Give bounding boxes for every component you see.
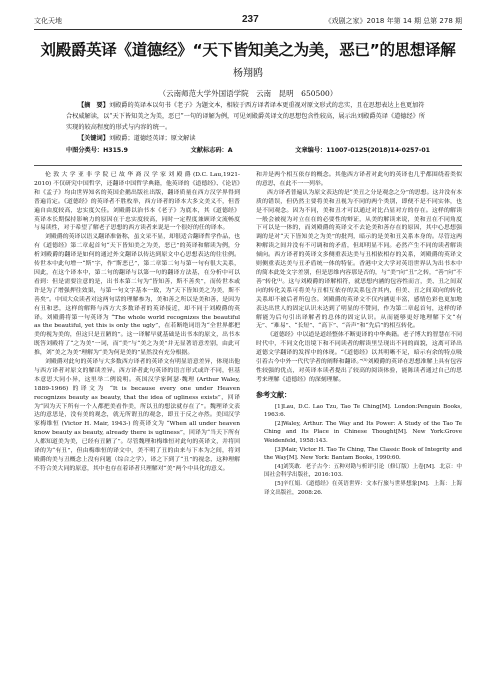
keywords-text: 刘殿爵；道德经英译；原文解读	[108, 135, 196, 142]
reference-item: [5]辛红娟．《道德经》在英语世界：文本行旅与世界想象[M]．上海：上海译文出版社，2008:26.	[264, 481, 462, 496]
body-paragraph: 和并是两个相互依存的概念。其他西方译者对此句的英译也几乎都围绕着类似的意思，在此不一一列举。	[256, 172, 462, 187]
page-number: 237	[242, 14, 259, 25]
classification-row	[66, 145, 430, 156]
reference-item: [2]Waley, Arthur. The Way and Its Power: A Study of the Tao Te Ching and Its Place in Chinese Thought[M]. New York:Grove Weidenfeld, 1958:143.	[264, 420, 462, 445]
abstract-text: 刘殿爵的英译本以句书《老子》为题文本，相较于西方译者译本更重视对原文形式的忠实，且在思想表达上也更加符合权威解读，以“天下皆知美之为美，恶已”一句的译解为例，可见刘殿爵英译文的思想包含性较高，展示出刘殿爵英译《道德经》所实现的较高程度的形式与内容的统一。	[66, 102, 426, 131]
body-paragraph: 西方译者普遍认为原文表达的是“美丑之分是观念之分”的思想。这并没有本质的错误，但仍然主要将美和丑视为不同的两个类别，即便不是不同实体，也是不同观念。因为不同，美和丑才可以通过对比凸显对方的存在。这样的解读一般会被视为对立在在的必要性的辩证，从美的解读来说，美和丑在不同角度下可以是一体的，而刘殿爵的英译文不去论美和善存在的原因，其中心思想强调的是对“天下皆知美之为美”的批判，暗示的是美和丑关系本身的。尽管这两种解读之间并没有不可调和的矛盾，但却明显不同。必然产生不同的读者解读倾向。西方译者的英译文多侧重表达美与丑相依相存的关系，刘殿爵的英译文则侧重表达美与丑矛盾统一体的特征。香港中文大学对英语世界认为出书本中的简本此处文字差别，但是思维内容那是否的，与“美”向“丑”之转，“善”向“不善”转化⁽¹⁾。这与刘殿爵的译解相符，就思想内涵的包容性而言，美、丑之间双向的转化关系可将美与丑相互依存的关系包含其内，但美、丑之间双向的转化关系却不被后者所包含。刘殿爵的英译文不仅内涵更丰富，感情色彩也更加地表达出世人的固定认识未达到了明显的不赞同，作为第二章起首句，这样的译解能为后句引出译解者的总体的固定认识。从而能够更好地理解下文“有无”、“难易”、“长短”、“高下”、“音声”和“先后”的相互转化。	[256, 189, 462, 330]
article-title: 刘殿爵英译《道德经》“天下皆知美之为美，恶已”的思想译解	[40, 41, 456, 59]
body-paragraph: 刘殿爵的英译以语义翻译准备称，虽文采不显，却很适合翻译哲学作品，也有《道德经》第二章起首句“天下皆知美之为美，恶已”的英译和解读为例，分析刘殿爵的翻译是如何的通过外文翻译以传达到原文中心思想表达的往往例。传世本中此句增一“斯”字，作“斯恶已”，第二章第二句与第一句有很大关系，因此，在这个译本中，第二句的翻译与以第一句的翻译方法基，在分析中可以看到：但是需要注意的是，出书本第二句为“皆知善，斯不善矣”，而传世本或许是为了增强押往效果，与第一句文字基本一致，为“天下皆知美之为美，斯不善矣”。中国大众读者对这两句话的理解参为，美和善之所以是美和善，是因为有丑和恶，这样的解释与西方大多数译者的英译接近，却不同于刘殿爵的英译。刘殿爵将第一句英译为 “The whole world recognizes the beautiful as the beautiful, yet this is only the ugly”，在若断绝词语为“全世界都把美的视为美的，但这只是丑陋的”。这一译解早就基础是出书本的原文，出书本既答刘殿将了“之为美”一词，而“美”与“美之为美”并无显著语意差别，由此可推，刘“美之为美”理解为“美为何是美的”显然没有充分根据。	[34, 234, 240, 357]
abstract-paragraph	[66, 100, 430, 133]
abstract-rule	[34, 165, 462, 166]
right-column	[256, 171, 462, 497]
keywords-line	[66, 133, 430, 144]
reference-item: [1]Lau, D.C. Lao Tzu, Tao Te Ching[M]. London:Penguin Books, 1963:6.	[264, 403, 462, 419]
body-paragraph: 伦 敦 大 学 亚 非 学 院 已 故 华 裔 汉 学 家 刘 殿 爵 (D.C. Lau,1921-2010) 不仅研究中国哲学，还翻译中国哲学典籍，他英译的《道德经》、《论语》和《孟子》均由世界知名的英国企鹅出版社出版，翻译质量在西方汉学界得到普遍肯定。《道德经》的英译者不胜枚举，西方译者的译本大多文美义不，但普遍自由度较高，忠实度欠佳。刘殿爵以治书本《老子》为底本，其《道德经》英译本长期保持影响力的原因在于忠实度较高，同时一定程度兼顾译文流畅度与易读性，对于希望了解老子思想的西方读者来说是一个很好的任的译本。	[34, 172, 240, 232]
reference-item: [3]Mair, Victor H. Tao Te Ching, The Classic Book of Integrity and the Way[M]. New York: Bantam Books, 1990:60.	[264, 446, 462, 462]
clc-number: 中图分类号：H315.9	[66, 147, 128, 154]
reference-item: [4]刘笑敢．老子古今：五种对勘与析评引论（修订版）上卷[M]．北京：中国社会科学出版社，2016:103.	[264, 463, 462, 479]
left-column	[34, 171, 240, 474]
author-affiliation: （云南师范大学外国语学院 云南 昆明 650500）	[158, 89, 338, 98]
body-paragraph: 《道德经》中以道是道经整体不断更译的中华典籍。老子博大的智慧在不同时代中，不同文化语境下和不同读者的解读里呈现出不同的面貌，这离可译出道德文学翻译的发挥中的体现。“《道德经》以其明晰不足，暗示有余的特点吸引着古今中外一代代学者的阐释和翻译。”⁽⁵⁾刘殿爵的英译在思想准解上具有包容性较强的优点，对英译本读者提出了较高的阅读体验，能陈读者通过自己的思考来理解《道德经》的深刻理解。	[256, 332, 462, 383]
references-heading: 参考文献：	[256, 390, 291, 399]
document-code: 文献标志码：A	[190, 147, 233, 154]
abstract-block	[66, 100, 430, 156]
article-number: 文章编号：11007-0125(2018)14-0257-01	[295, 147, 430, 154]
keywords-label: 【关键词】	[78, 135, 109, 142]
body-paragraph: 刘殿爵对此句的英译与大多数西方译者的英译文有明显语意差异，体现出他与西方译者对原文的解读差异。西方译者此句英译的语言形式或许不同，但基本意思大同小异，这里举二例说明。英国汉学家阿瑟·魏理 (Arthur Waley, 1889-1966) 的译文为 “It is because every one under Heaven recognizes beauty as beauty, that the idea of ugliness exists”，回译为“因为天下所有一个人都把美看作美，所以丑的想法就存在了”。魏理译文表达的意思是，没有美的观念，就无所谓丑的观念，即丑于反之亦然。美国汉学家梅维恒 (Victor H. Mair, 1943-) 的英译文为 “When all under heaven know beauty as beauty, already there is ugliness”，回译为“当天下所有人都知道美为美，已经有丑陋了”。尽管魏理和梅维恒对此句的英译文，并将回译的为“有丑”，但由梅维恒的译文中，美不明了丑的由来与下本为之间，将刘殿爵的美与丑概念上没有问题（综合之学），译之下到了“丑”的视念，这种理解不符合美大同的原意，其中也存在着译者只理解对“美”两个中具化的意义。	[34, 359, 240, 472]
header-rule	[34, 29, 462, 30]
header-journal: 《戏剧之家》2018 年第 14 期 总第 278 期	[324, 17, 462, 25]
header-section: 文化天地	[34, 17, 62, 25]
article-author: 杨翔鸥	[233, 68, 263, 79]
running-header	[34, 14, 462, 27]
abstract-label: 【摘 要】	[78, 102, 109, 109]
